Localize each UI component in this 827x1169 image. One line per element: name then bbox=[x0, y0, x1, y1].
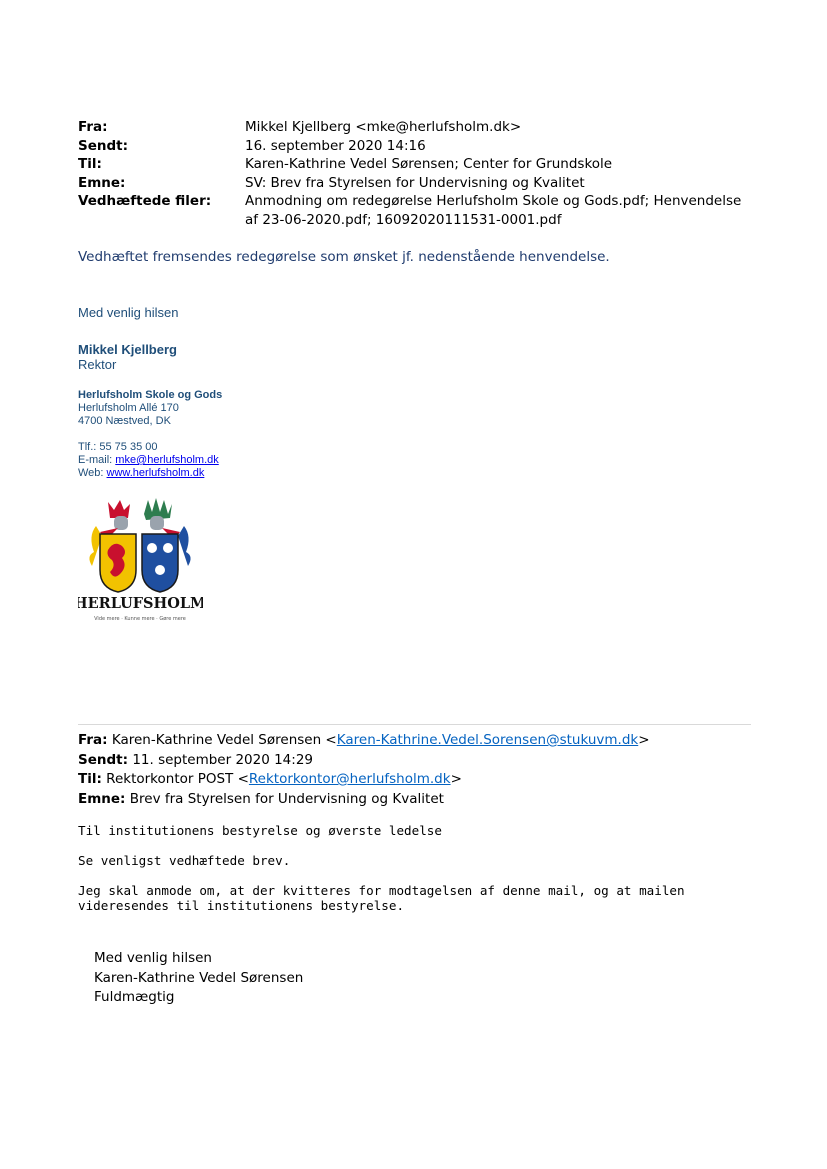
signature-phone: Tlf.: 55 75 35 00 bbox=[78, 441, 158, 453]
logo-motto: Vide mere · Kunne mere · Gøre mere bbox=[94, 616, 186, 622]
forwarded-to bbox=[78, 770, 650, 790]
header-value: SV: Brev fra Styrelsen for Undervisning og Kvalitet bbox=[245, 174, 585, 191]
signature-greeting: Med venlig hilsen bbox=[78, 305, 179, 320]
forwarded-sent-label: Sendt: bbox=[78, 751, 129, 768]
signature-org: Herlufsholm Skole og Gods bbox=[78, 389, 223, 401]
intro-text: Vedhæftet fremsendes redegørelse som ønsket jf. nedenstående henvendelse. bbox=[78, 249, 610, 265]
forwarded-from-label: Fra: bbox=[78, 732, 108, 748]
forwarded-to-label: Til: bbox=[78, 771, 102, 787]
header-row-from bbox=[78, 118, 758, 137]
message-divider bbox=[78, 724, 751, 725]
forwarded-subject bbox=[78, 790, 650, 810]
closing-greeting: Med venlig hilsen bbox=[94, 950, 212, 966]
header-label: Sendt: bbox=[78, 137, 129, 154]
forwarded-sent bbox=[78, 751, 650, 771]
forwarded-subject-label: Emne: bbox=[78, 790, 126, 807]
signature-name: Mikkel Kjellberg bbox=[78, 342, 177, 357]
forwarded-from-email-link[interactable]: Karen-Kathrine.Vedel.Sorensen@stukuvm.dk bbox=[336, 732, 639, 748]
header-label: Fra: bbox=[78, 119, 108, 135]
header-row-to bbox=[78, 155, 758, 174]
herlufsholm-logo bbox=[78, 496, 203, 628]
forwarded-to-name: Rektorkontor POST < bbox=[106, 771, 249, 787]
body-paragraph-1: Til institutionens bestyrelse og øverste ledelse bbox=[78, 823, 442, 838]
header-row-subject bbox=[78, 174, 758, 193]
signature-address-street: Herlufsholm Allé 170 bbox=[78, 402, 179, 414]
header-value: 16. september 2020 14:16 bbox=[245, 137, 426, 154]
header-label: Til: bbox=[78, 156, 102, 172]
header-label: Vedhæftede filer: bbox=[78, 193, 212, 209]
header-value: Karen-Kathrine Vedel Sørensen; Center for Grundskole bbox=[245, 156, 613, 172]
forwarded-from-close: > bbox=[638, 732, 650, 748]
logo-wordmark: HERLUFSHOLM bbox=[78, 595, 203, 612]
signature-email-line bbox=[78, 454, 222, 467]
signature-block bbox=[78, 305, 222, 480]
forwarded-sent-value: 11. september 2020 14:29 bbox=[132, 751, 314, 768]
header-label: Emne: bbox=[78, 174, 126, 191]
signature-address-city: 4700 Næstved, DK bbox=[78, 415, 171, 427]
signature-web-line bbox=[78, 467, 222, 480]
signature-email-link[interactable]: mke@herlufsholm.dk bbox=[115, 454, 219, 466]
header-value: Mikkel Kjellberg <mke@herlufsholm.dk> bbox=[245, 119, 522, 135]
signature-title: Rektor bbox=[78, 357, 117, 372]
coat-of-arms-icon bbox=[78, 496, 203, 628]
forwarded-header bbox=[78, 731, 650, 809]
email-header bbox=[78, 118, 758, 229]
forwarded-from bbox=[78, 731, 650, 751]
forwarded-body bbox=[78, 823, 758, 913]
forwarded-closing bbox=[94, 949, 303, 1008]
header-row-sent bbox=[78, 137, 758, 156]
forwarded-from-name: Karen-Kathrine Vedel Sørensen < bbox=[111, 732, 337, 748]
closing-title: Fuldmægtig bbox=[94, 989, 175, 1005]
body-paragraph-2: Se venligst vedhæftede brev. bbox=[78, 853, 291, 868]
signature-web-link[interactable]: www.herlufsholm.dk bbox=[106, 467, 205, 479]
web-label: Web: bbox=[78, 467, 107, 479]
email-label: E-mail: bbox=[78, 454, 116, 466]
forwarded-to-email-link[interactable]: Rektorkontor@herlufsholm.dk bbox=[248, 771, 451, 787]
header-row-attachments bbox=[78, 192, 758, 229]
body-paragraph-3: Jeg skal anmode om, at der kvitteres for modtagelsen af denne mail, og at mailen videresendes til institutionens bestyrelse. bbox=[78, 883, 685, 913]
forwarded-to-close: > bbox=[450, 771, 462, 787]
forwarded-subject-value: Brev fra Styrelsen for Undervisning og Kvalitet bbox=[129, 790, 444, 807]
attachments-list: Anmodning om redegørelse Herlufsholm Skole og Gods.pdf; Henvendelse af 23-06-2020.pdf; 16092020111531-0001.pdf bbox=[245, 193, 742, 228]
closing-name: Karen-Kathrine Vedel Sørensen bbox=[94, 969, 304, 986]
